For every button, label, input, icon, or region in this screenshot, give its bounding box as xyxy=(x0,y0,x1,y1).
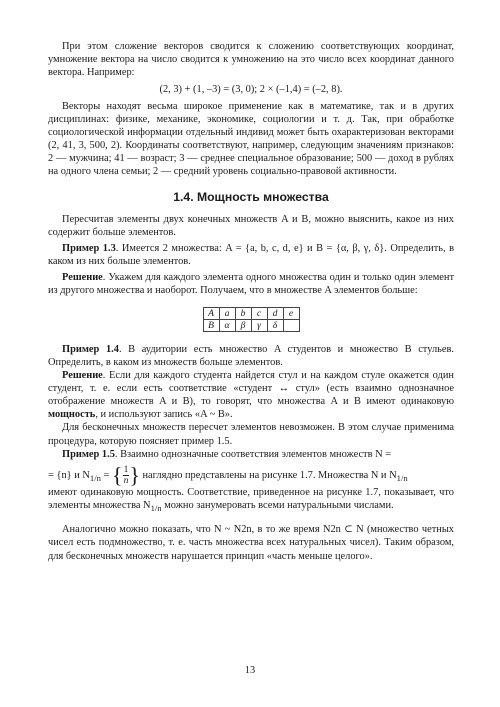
term-cardinality: мощность xyxy=(48,409,96,421)
example-1-3-text: . Имеется 2 множества: A = {a, b, c, d, e} и B = {α, β, γ, δ}. Определить, в каком из них больше элементов. xyxy=(48,242,454,268)
table-cell: d xyxy=(267,307,283,319)
equals-sign: = xyxy=(100,469,113,481)
table-cell: e xyxy=(283,307,299,319)
left-brace: { xyxy=(112,462,123,488)
table-cell: A xyxy=(203,307,219,319)
table-cell xyxy=(283,319,299,331)
example-1-4-text: . В аудитории есть множество A студентов и множество B стульев. Определить, в каком из множеств больше элементов. xyxy=(48,343,454,368)
table-cell: β xyxy=(235,319,251,331)
solution-1-3-text: . Укажем для каждого элемента одного множества один и только один элемент из другого множества и наоборот. Получаем, что в множестве A элементов больше: xyxy=(48,272,454,297)
fraction-denominator: n xyxy=(123,475,129,486)
right-brace: } xyxy=(129,462,140,488)
example-1-5-text-b: наглядно представлены на рисунке 1.7. Множества N и N xyxy=(139,469,397,481)
solution-label: Решение xyxy=(62,272,103,284)
example-1-5-formula-line xyxy=(48,462,454,488)
paragraph-vector-applications: Векторы находят весьма широкое применение как в математике, так и в других дисциплинах: физике, механике, экономике, социологии и т. д. Так, при обработке социологической информации отдельный индивид может быть охарактеризован векторами (2, 41, 3, 500, 2). Координаты соответствуют, например, следующим значениям признаков: 2 — мужчина; 41 — возраст; 3 — среднее специальное образование; 500 — доход в рублях на одного члена семьи; 2 — средний уровень социально-правовой активности. xyxy=(48,100,454,178)
example-1-5-label: Пример 1.5 xyxy=(62,448,115,460)
example-1-5-continuation xyxy=(48,486,454,515)
example-1-5-text-a: . Взаимно однозначные соответствия элементов множеств N = xyxy=(114,448,392,460)
table-cell: γ xyxy=(251,319,267,331)
table-row xyxy=(203,307,299,319)
paragraph-vector-operations: При этом сложение векторов сводится к сложению соответствующих координат, умножение вектора на число сводится к умножению на это число всех координат данного вектора. Например: xyxy=(48,41,454,79)
table-cell: B xyxy=(203,319,219,331)
example-1-3 xyxy=(48,242,454,268)
solution-1-4-text-a: . Если для каждого студента найдется стул и на каждом стуле окажется один студент, т. е. если есть соответствие «студент ↔ стул» (есть взаимно однозначное отображение множеств A и B), то говорят, что множества A и B имеют одинаковую xyxy=(48,369,454,408)
table-cell: a xyxy=(219,307,235,319)
correspondence-table xyxy=(203,307,300,332)
formula-vector-example: (2, 3) + (1, –3) = (3, 0); 2 × (–1,4) = (–2, 8). xyxy=(159,84,343,96)
solution-1-4-text-b: , и используют запись «A ~ B». xyxy=(95,409,233,421)
table-cell: δ xyxy=(267,319,283,331)
table-row xyxy=(203,319,299,331)
example-1-5-text-c: имеют одинаковую мощность. Соответствие, приведенное на рисунке 1.7, показывает, что элементы множества N xyxy=(48,486,454,512)
subscript: 1/n xyxy=(150,503,162,514)
table-cell: c xyxy=(251,307,267,319)
fraction-numerator: 1 xyxy=(123,464,129,475)
table-cell: α xyxy=(219,319,235,331)
page-content xyxy=(48,40,454,563)
subscript: 1/n xyxy=(89,472,101,483)
subscript: 1/n xyxy=(396,472,408,483)
example-1-4 xyxy=(48,343,454,369)
solution-1-4 xyxy=(48,369,454,422)
solution-1-3 xyxy=(48,271,454,297)
set-n-definition: = {n} и N xyxy=(48,469,90,481)
example-1-4-label: Пример 1.4 xyxy=(62,343,119,355)
example-1-5 xyxy=(48,448,454,461)
section-title: 1.4. Мощность множества xyxy=(173,189,329,204)
example-1-5-text-d: можно занумеровать всеми натуральными числами. xyxy=(161,500,394,512)
paragraph-infinite-sets: Для бесконечных множеств пересчет элементов невозможен. В этом случае применима процедура, которую поясняет пример 1.5. xyxy=(48,422,454,447)
paragraph-finite-sets: Пересчитав элементы двух конечных множеств A и B, можно выяснить, какое из них содержит больше элементов. xyxy=(48,213,454,238)
example-1-3-label: Пример 1.3 xyxy=(62,242,116,254)
page-number: 13 xyxy=(244,665,256,676)
paragraph-part-whole: Аналогично можно показать, что N ~ N2n, в то же время N2n ⊂ N (множество четных чисел есть подмножество, т. е. часть множества всех натуральных чисел). Таким образом, для бесконечных множеств нарушается принцип «часть меньше целого». xyxy=(48,524,454,562)
solution-label: Решение xyxy=(62,369,103,381)
table-cell: b xyxy=(235,307,251,319)
